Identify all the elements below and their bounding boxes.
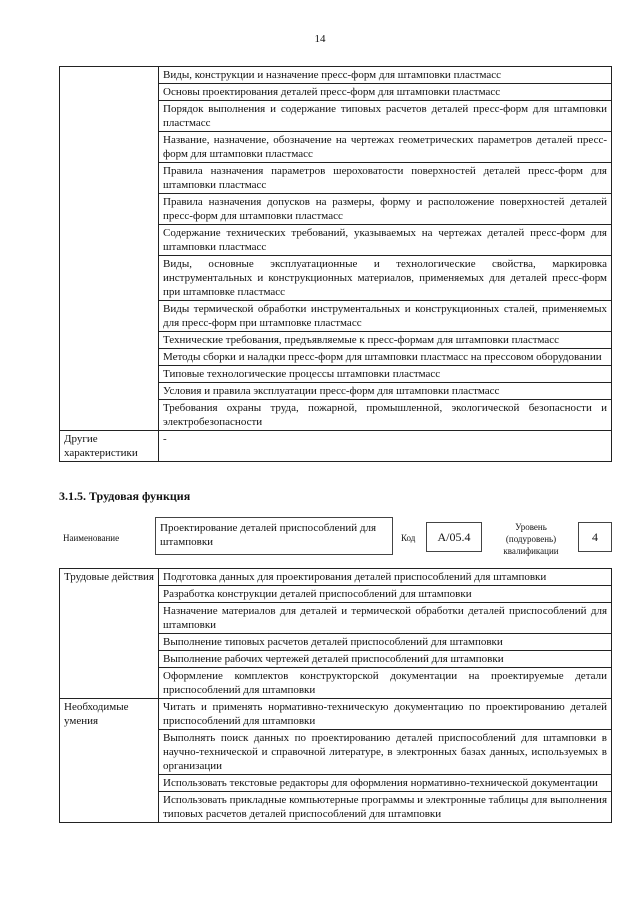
knowledge-item: Типовые технологические процессы штамповки пластмасс (159, 366, 612, 383)
other-characteristics-value: - (159, 431, 612, 462)
required-skills-label: Необходимые умения (60, 699, 159, 823)
knowledge-item: Правила назначения допусков на размеры, форму и расположение поверхностей деталей пресс-форм для штамповки пластмасс (159, 194, 612, 225)
knowledge-item: Методы сборки и наладки пресс-форм для штамповки пластмасс на прессовом оборудовании (159, 349, 612, 366)
knowledge-item: Условия и правила эксплуатации пресс-форм для штамповки пластмасс (159, 383, 612, 400)
labor-action-item: Подготовка данных для проектирования деталей приспособлений для штамповки (159, 569, 612, 586)
function-name-box: Проектирование деталей приспособлений для штамповки (155, 517, 393, 555)
knowledge-label-cell (60, 67, 159, 431)
function-table (59, 568, 612, 823)
knowledge-item: Технические требования, предъявляемые к пресс-формам для штамповки пластмасс (159, 332, 612, 349)
knowledge-item: Правила назначения параметров шероховатости поверхностей деталей пресс-форм для штамповки пластмасс (159, 163, 612, 194)
knowledge-item: Основы проектирования деталей пресс-форм для штамповки пластмасс (159, 84, 612, 101)
level-value-box: 4 (578, 522, 612, 552)
name-label: Наименование (63, 533, 120, 543)
labor-action-item: Оформление комплектов конструкторской документации на проектируемые детали приспособлений для штамповки (159, 668, 612, 699)
knowledge-item: Содержание технических требований, указываемых на чертежах деталей пресс-форм для штамповки пластмасс (159, 225, 612, 256)
labor-action-item: Разработка конструкции деталей приспособлений для штамповки (159, 586, 612, 603)
code-label: Код (401, 533, 416, 543)
labor-actions-label: Трудовые действия (60, 569, 159, 699)
code-value-box: A/05.4 (426, 522, 482, 552)
knowledge-item: Виды термической обработки инструментальных и конструкционных сталей, применяемых для пресс-форм при штамповке пластмасс (159, 301, 612, 332)
knowledge-item: Порядок выполнения и содержание типовых расчетов деталей пресс-форм для штамповки пластмасс (159, 101, 612, 132)
knowledge-table (59, 66, 612, 462)
table-row (60, 569, 612, 586)
table-row (60, 67, 612, 84)
knowledge-item: Виды, основные эксплуатационные и технологические свойства, маркировка инструментальных и конструкционных материалов, применяемых для деталей пресс-форм при штамповке пластмасс (159, 256, 612, 301)
skill-item: Использовать прикладные компьютерные программы и электронные таблицы для выполнения типовых расчетов деталей приспособлений для штамповки (159, 792, 612, 823)
labor-action-item: Выполнение типовых расчетов деталей приспособлений для штамповки (159, 634, 612, 651)
level-label: Уровень (подуровень) квалификации (503, 522, 559, 556)
skill-item: Выполнять поиск данных по проектированию деталей приспособлений для штамповки в научно-технической и справочной литературе, в электронных базах данных, используемых в организации (159, 730, 612, 775)
knowledge-item: Виды, конструкции и назначение пресс-форм для штамповки пластмасс (159, 67, 612, 84)
labor-action-item: Выполнение рабочих чертежей деталей приспособлений для штамповки (159, 651, 612, 668)
section-title: 3.1.5. Трудовая функция (59, 489, 191, 503)
table-row (60, 699, 612, 730)
knowledge-item: Требования охраны труда, пожарной, промышленной, экологической безопасности и электробезопасности (159, 400, 612, 431)
table-row (60, 431, 612, 462)
other-characteristics-label: Другие характеристики (60, 431, 159, 462)
skill-item: Читать и применять нормативно-техническую документацию по проектированию деталей приспособлений для штамповки (159, 699, 612, 730)
skill-item: Использовать текстовые редакторы для оформления нормативно-технической документации (159, 775, 612, 792)
labor-action-item: Назначение материалов для деталей и термической обработки деталей приспособлений для штамповки (159, 603, 612, 634)
page-number: 14 (314, 33, 326, 45)
knowledge-item: Название, назначение, обозначение на чертежах геометрических параметров деталей пресс-форм для штамповки пластмасс (159, 132, 612, 163)
